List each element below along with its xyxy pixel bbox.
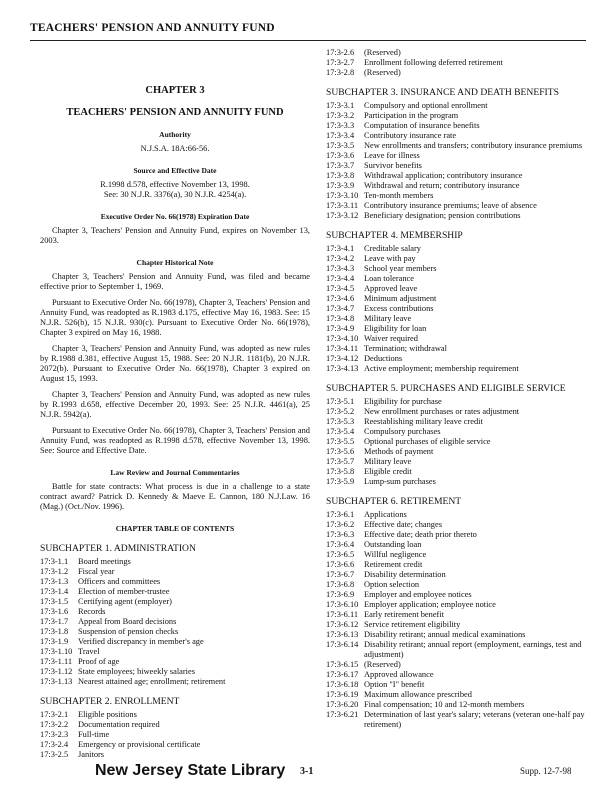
section-number: 17:3-1.10 [40,647,73,656]
subchapter-1-list [40,557,310,687]
section-number: 17:3-3.6 [326,151,355,160]
section-number: 17:3-3.4 [326,131,355,140]
toc-entry [326,264,588,274]
historical-paragraph: Chapter 3, Teachers' Pension and Annuity Fund, was adopted as new rules by R.1988 d.381, effective August 15, 1988. See: 20 N.J.R. 1181(b), 20 N.J.R. 2072(b). Pursuant to Executive Order No. 66(1978), Chapter 3 expired on August 15, 1993. [40,344,310,383]
toc-entry [326,600,588,610]
chapter-number: CHAPTER 3 [145,85,205,96]
section-number: 17:3-3.10 [326,191,359,200]
toc-entry [326,48,588,58]
toc-entry [326,690,588,700]
section-number: 17:3-6.8 [326,580,355,589]
section-number: 17:3-6.9 [326,590,355,599]
section-title: Survivor benefits [364,161,422,170]
toc-entry [326,700,588,710]
running-head: TEACHERS' PENSION AND ANNUITY FUND [30,22,275,34]
section-number: 17:3-6.5 [326,550,355,559]
section-number: 17:3-4.5 [326,284,355,293]
section-title: Retirement credit [364,560,423,569]
section-number: 17:3-2.4 [40,740,69,749]
section-title: Termination; withdrawal [364,344,447,353]
section-number: 17:3-4.10 [326,334,359,343]
toc-entry [326,284,588,294]
section-title: Approved leave [364,284,418,293]
source-text-1: R.1998 d.578, effective November 13, 1998. [100,180,250,189]
section-number: 17:3-6.15 [326,660,359,669]
toc-entry [326,710,588,730]
source-text-2: See: 30 N.J.R. 3376(a), 30 N.J.R. 4254(a). [103,190,247,199]
section-number: 17:3-1.4 [40,587,69,596]
section-number: 17:3-3.8 [326,171,355,180]
section-number: 17:3-1.3 [40,577,69,586]
toc-entry [326,101,588,111]
subchapter-4-list [326,244,588,374]
subchapter-3-list [326,101,588,221]
section-title: Suspension of pension checks [78,627,179,636]
toc-entry [326,191,588,201]
toc-entry [40,627,310,637]
section-number: 17:3-6.3 [326,530,355,539]
section-number: 17:3-4.9 [326,324,355,333]
toc-entry [326,417,588,427]
section-title: Optional purchases of eligible service [364,437,491,446]
toc-entry [326,121,588,131]
library-name: New Jersey State Library [95,762,286,779]
authority-heading: Authority [159,130,191,139]
section-title: Creditable salary [364,244,421,253]
toc-entry [326,201,588,211]
section-title: School year members [364,264,437,273]
toc-entry [326,447,588,457]
historical-paragraph: Pursuant to Executive Order No. 66(1978), Chapter 3, Teachers' Pension and Annuity Fund, was readopted as R.1983 d.175, effective May 16, 1983. See: 15 N.J.R. 526(b), 15 N.J.R. 930(c). Pursuant to Executive Order No. 66(1978), Chapter 3 expired on May 16, 1988. [40,298,310,337]
toc-entry [326,171,588,181]
section-title: Leave with pay [364,254,416,263]
section-number: 17:3-4.8 [326,314,355,323]
toc-entry [326,334,588,344]
toc-entry [40,667,310,677]
continued-list [326,48,588,78]
toc-entry [326,364,588,374]
section-title: Computation of insurance benefits [364,121,480,130]
toc-entry [326,397,588,407]
toc-entry [326,660,588,670]
authority-text: N.J.S.A. 18A:66-56. [140,144,210,153]
section-title: Disability determination [364,570,446,579]
historical-paragraph: Chapter 3, Teachers' Pension and Annuity Fund, was filed and became effective prior to September 1, 1969. [40,272,310,291]
section-title: Disability retirant; annual medical examinations [364,630,526,639]
toc-entry [326,630,588,640]
toc-entry [326,254,588,264]
section-title: Election of member-trustee [78,587,170,596]
section-title: Compulsory and optional enrollment [364,101,488,110]
subchapter-title: SUBCHAPTER 3. INSURANCE AND DEATH BENEFITS [326,87,559,98]
section-title: Eligible positions [78,710,137,719]
toc-entry [40,587,310,597]
section-number: 17:3-1.13 [40,677,73,686]
supplement-date: Supp. 12-7-98 [520,766,572,776]
toc-entry [326,437,588,447]
section-number: 17:3-1.1 [40,557,69,566]
right-column [326,48,588,730]
section-number: 17:3-4.1 [326,244,355,253]
toc-entry [326,540,588,550]
section-number: 17:3-2.2 [40,720,69,729]
section-number: 17:3-5.9 [326,477,355,486]
toc-entry [40,567,310,577]
section-title: Approved allowance [364,670,434,679]
subchapter-title: SUBCHAPTER 6. RETIREMENT [326,496,462,507]
toc-entry [40,557,310,567]
left-column [40,48,310,760]
section-number: 17:3-4.3 [326,264,355,273]
section-number: 17:3-1.2 [40,567,69,576]
toc-entry [326,181,588,191]
toc-entry [326,610,588,620]
section-number: 17:3-6.18 [326,680,359,689]
toc-entry [326,407,588,417]
toc-entry [326,344,588,354]
top-rule [30,40,586,41]
subchapter-5-list [326,397,588,487]
section-title: Withdrawal and return; contributory insurance [364,181,520,190]
section-number: 17:3-2.1 [40,710,69,719]
section-title: (Reserved) [364,48,401,57]
toc-entry [326,111,588,121]
toc-entry [326,457,588,467]
section-title: Nearest attained age; enrollment; retirement [78,677,226,686]
section-number: 17:3-6.12 [326,620,359,629]
section-title: Board meetings [78,557,131,566]
toc-entry [326,68,588,78]
toc-entry [326,510,588,520]
toc-entry [326,211,588,221]
section-title: Option selection [364,580,420,589]
subchapter-title: SUBCHAPTER 2. ENROLLMENT [40,696,180,707]
section-number: 17:3-4.2 [326,254,355,263]
section-number: 17:3-6.13 [326,630,359,639]
section-title: Participation in the program [364,111,459,120]
toc-entry [326,560,588,570]
section-title: Reestablishing military leave credit [364,417,483,426]
toc-entry [326,324,588,334]
section-number: 17:3-6.19 [326,690,359,699]
section-title: Eligibility for loan [364,324,427,333]
section-number: 17:3-3.2 [326,111,355,120]
section-number: 17:3-1.8 [40,627,69,636]
subchapter-title: SUBCHAPTER 5. PURCHASES AND ELIGIBLE SERVICE [326,383,566,394]
toc-entry [326,640,588,660]
section-title: Service retirement eligibility [364,620,461,629]
toc-entry [326,304,588,314]
section-title: Leave for illness [364,151,420,160]
section-title: Appeal from Board decisions [78,617,177,626]
section-title: Final compensation; 10 and 12-month members [364,700,525,709]
toc-entry [40,647,310,657]
section-title: Outstanding loan [364,540,422,549]
toc-entry [326,131,588,141]
section-number: 17:3-6.11 [326,610,359,619]
section-title: (Reserved) [364,660,401,669]
section-title: (Reserved) [364,68,401,77]
toc-entry [40,637,310,647]
law-review-text: Battle for state contracts: What process is due in a challenge to a state contract award? Patrick D. Kennedy & Maeve E. Cannon, 180 N.J.Law. 16 (Mag.) (Oct./Nov. 1996). [40,482,310,511]
section-number: 17:3-1.12 [40,667,73,676]
section-number: 17:3-6.6 [326,560,355,569]
section-number: 17:3-3.7 [326,161,355,170]
toc-entry [326,274,588,284]
section-number: 17:3-1.7 [40,617,69,626]
section-title: Employer and employee notices [364,590,472,599]
toc-entry [326,530,588,540]
section-title: Compulsory purchases [364,427,441,436]
section-number: 17:3-6.1 [326,510,355,519]
section-number: 17:3-5.6 [326,447,355,456]
section-title: Applications [364,510,407,519]
section-title: Determination of last year's salary; veterans (veteran one-half pay retirement) [364,710,585,729]
section-number: 17:3-4.12 [326,354,359,363]
section-number: 17:3-2.5 [40,750,69,759]
section-number: 17:3-3.12 [326,211,359,220]
toc-entry [326,151,588,161]
section-title: Disability retirant; annual report (employment, earnings, test and adjustment) [364,640,582,659]
toc-entry [40,710,310,720]
section-number: 17:3-1.9 [40,637,69,646]
toc-entry [40,617,310,627]
chapter-title: TEACHERS' PENSION AND ANNUITY FUND [66,107,284,118]
section-title: Eligibility for purchase [364,397,442,406]
toc-entry [40,750,310,760]
section-title: Janitors [78,750,105,759]
toc-entry [326,294,588,304]
section-number: 17:3-5.7 [326,457,355,466]
toc-entry [40,720,310,730]
historical-paragraph: Pursuant to Executive Order No. 66(1978), Chapter 3, Teachers' Pension and Annuity Fund, was readopted as R.1998 d.578, effective November 13, 1998. See: Source and Effective Date. [40,426,310,455]
section-title: Lump-sum purchases [364,477,436,486]
toc-entry [326,354,588,364]
section-title: Employer application; employee notice [364,600,496,609]
section-number: 17:3-5.8 [326,467,355,476]
section-number: 17:3-2.6 [326,48,355,57]
section-title: Withdrawal application; contributory insurance [364,171,523,180]
toc-entry [326,467,588,477]
section-number: 17:3-5.5 [326,437,355,446]
law-review-heading: Law Review and Journal Commentaries [110,468,240,477]
toc-entry [326,520,588,530]
section-title: New enrollments and transfers; contributory insurance premiums [364,141,583,150]
section-title: Effective date; death prior thereto [364,530,477,539]
section-number: 17:3-1.5 [40,597,69,606]
section-title: Active employment; membership requirement [364,364,519,373]
toc-entry [326,161,588,171]
section-title: Enrollment following deferred retirement [364,58,503,67]
section-title: Military leave [364,314,412,323]
section-title: Early retirement benefit [364,610,444,619]
exec-order-heading: Executive Order No. 66(1978) Expiration Date [100,212,250,221]
toc-entry [326,680,588,690]
section-number: 17:3-6.2 [326,520,355,529]
section-title: Option "I" benefit [364,680,425,689]
section-number: 17:3-5.1 [326,397,355,406]
section-number: 17:3-4.4 [326,274,355,283]
toc-heading: CHAPTER TABLE OF CONTENTS [115,524,235,533]
section-number: 17:3-3.5 [326,141,355,150]
section-title: Maximum allowance prescribed [364,690,472,699]
section-number: 17:3-2.7 [326,58,355,67]
section-number: 17:3-3.1 [326,101,355,110]
section-number: 17:3-1.11 [40,657,73,666]
section-number: 17:3-6.10 [326,600,359,609]
toc-entry [40,730,310,740]
section-title: Minimum adjustment [364,294,437,303]
toc-entry [326,570,588,580]
section-number: 17:3-4.13 [326,364,359,373]
toc-entry [326,477,588,487]
toc-entry [326,58,588,68]
section-number: 17:3-3.3 [326,121,355,130]
exec-order-text: Chapter 3, Teachers' Pension and Annuity Fund, expires on November 13, 2003. [40,226,310,245]
toc-entry [326,314,588,324]
section-title: Willful negligence [364,550,427,559]
section-title: Documentation required [78,720,160,729]
section-title: Military leave [364,457,412,466]
section-number: 17:3-5.2 [326,407,355,416]
section-title: New enrollment purchases or rates adjustment [364,407,520,416]
toc-entry [326,141,588,151]
section-number: 17:3-4.6 [326,294,355,303]
section-title: Certifying agent (employer) [78,597,172,606]
section-title: Deductions [364,354,403,363]
toc-entry [326,427,588,437]
subchapter-title: SUBCHAPTER 4. MEMBERSHIP [326,230,463,241]
toc-entry [40,740,310,750]
section-number: 17:3-6.21 [326,710,359,719]
historical-note-heading: Chapter Historical Note [136,258,214,267]
section-number: 17:3-4.11 [326,344,359,353]
section-number: 17:3-2.8 [326,68,355,77]
section-number: 17:3-1.6 [40,607,69,616]
section-number: 17:3-6.17 [326,670,359,679]
section-title: Contributory insurance rate [364,131,457,140]
source-heading: Source and Effective Date [133,166,217,175]
section-title: State employees; biweekly salaries [78,667,195,676]
section-title: Records [78,607,106,616]
section-title: Eligible credit [364,467,412,476]
section-title: Verified discrepancy in member's age [78,637,204,646]
subchapter-6-list [326,510,588,730]
section-number: 17:3-6.4 [326,540,355,549]
section-title: Excess contributions [364,304,434,313]
section-number: 17:3-6.20 [326,700,359,709]
section-title: Fiscal year [78,567,115,576]
subchapter-title: SUBCHAPTER 1. ADMINISTRATION [40,543,196,554]
section-number: 17:3-6.14 [326,640,359,649]
toc-entry [40,657,310,667]
toc-entry [326,670,588,680]
section-title: Beneficiary designation; pension contributions [364,211,521,220]
toc-entry [326,550,588,560]
toc-entry [326,620,588,630]
section-title: Proof of age [78,657,120,666]
section-title: Effective date; changes [364,520,442,529]
historical-paragraph: Chapter 3, Teachers' Pension and Annuity Fund, was adopted as new rules by R.1993 d.658, effective December 20, 1993. See: 25 N.J.R. 4461(a), 25 N.J.R. 5942(a). [40,390,310,419]
section-title: Emergency or provisional certificate [78,740,201,749]
section-title: Officers and committees [78,577,161,586]
section-title: Waiver required [364,334,418,343]
section-number: 17:3-5.3 [326,417,355,426]
toc-entry [326,590,588,600]
section-number: 17:3-5.4 [326,427,355,436]
section-title: Methods of payment [364,447,434,456]
section-title: Loan tolerance [364,274,414,283]
section-title: Full-time [78,730,110,739]
section-number: 17:3-3.11 [326,201,359,210]
section-number: 17:3-2.3 [40,730,69,739]
section-number: 17:3-6.7 [326,570,355,579]
subchapter-2-list [40,710,310,760]
toc-entry [40,597,310,607]
toc-entry [40,607,310,617]
toc-entry [40,677,310,687]
section-number: 17:3-4.7 [326,304,355,313]
toc-entry [326,580,588,590]
page-number: 3-1 [300,766,314,777]
section-title: Travel [78,647,100,656]
toc-entry [326,244,588,254]
section-title: Contributory insurance premiums; leave of absence [364,201,537,210]
section-title: Ten-month members [364,191,434,200]
section-number: 17:3-3.9 [326,181,355,190]
toc-entry [40,577,310,587]
